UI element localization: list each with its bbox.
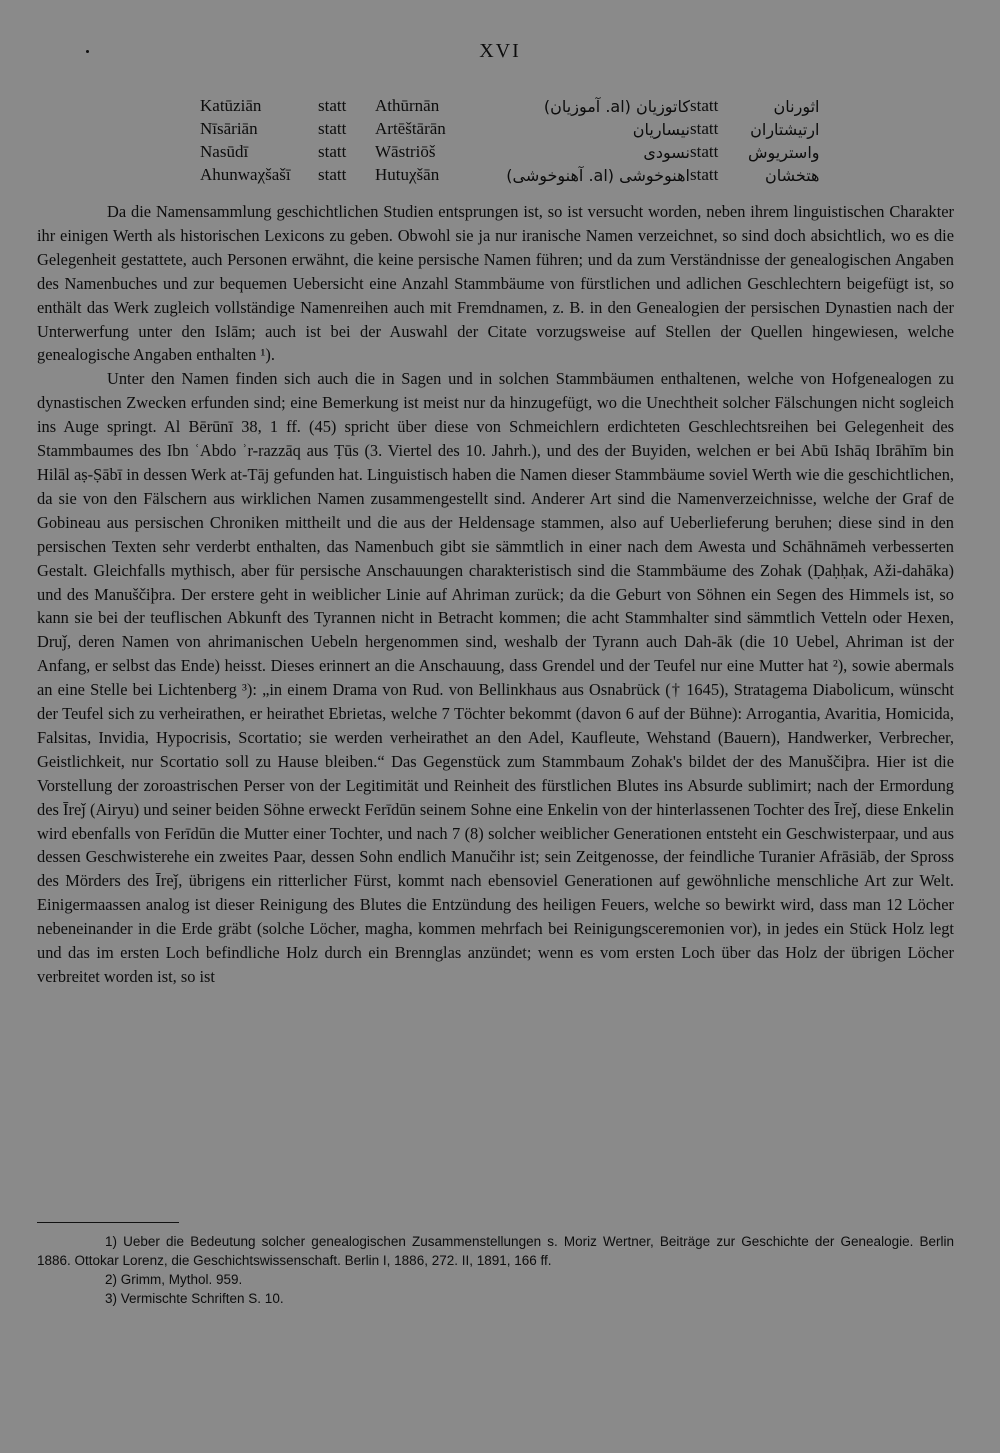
arabic-name-cell: نيساريان bbox=[632, 119, 690, 139]
alt-name-cell: Athūrnān bbox=[375, 96, 440, 115]
footnotes bbox=[37, 1232, 954, 1308]
footnote: 2) Grimm, Mythol. 959. bbox=[105, 1272, 243, 1287]
paragraph: Unter den Namen finden sich auch die in Sagen und in solchen Stammbäumen enthaltenen, welche von Hofgenealogen zu dynastischen Zwecken erfunden sind; eine Bemerkung ist meist nur da hinzugefügt, wo die Unechtheit solcher Fälschungen nicht sogleich ins Auge springt. Al Bērūnī 38, 1 ff. (45) spricht über diese von Schmeichlern erdichteten Geschlechtsreihen bei Gelegenheit des Stammbaumes des Ibn ʿAbdo ʾr-razzāq aus Ṭūs (3. Viertel des 10. Jahrh.), und des der Buyiden, welchen er bei Abū Ishāq Ibrāhīm bin Hilāl aṣ-Ṣābī in dessen Werk at-Tāj gefunden hat. Linguistisch haben die Namen dieser Stammbäume soviel Werth wie die geschichtlichen, da sie von den Fälschern aus wirklichen Namen zusammengestellt sind. Anderer Art sind die Namenverzeichnisse, welche der Graf de Gobineau aus persischen Chroniken mittheilt und die aus der Heldensage stammen, also auf Ueberlieferung beruhen; diese sind in den persischen Texten sehr verderbt enthalten, das Namenbuch gibt sie sämmtlich in einer nach dem Awesta und Schāhnāmeh verbesserten Gestalt. Gleichfalls mythisch, aber für persische Anschauungen charakteristisch sind die Stammbäume des Zohak (Ḍaḥḥak, Aži-dahāka) und des Manuščiþra. Der erstere geht in weiblicher Linie auf Ahriman zurück; da die Geburt von Söhnen ein Segen des Himmels ist, so kann sie bei der teuflischen Abkunft des Tyrannen nicht in Betracht kommen; die acht Stammhalter sind sämmtlich Vetteln oder Hexen, Druǰ, deren Namen von ahrimanischen Uebeln hergenommen sind, weshalb der Tyrann auch Dah-āk (die 10 Uebel, Ahriman ist der Anfang, er selbst das Ende) heisst. Dieses erinnert an die Anschauung, dass Grendel und der Teufel nur eine Mutter hat ²), sowie abermals an eine Stelle bei Lichtenberg ³): „in einem Drama von Rud. von Bellinkhaus aus Osnabrück († 1645), Stratagema Diabolicum, wünscht der Teufel sich zu verheirathen, er heirathet Ebrietas, welche 7 Töchter bekommt (davon 6 auf der Bühne): Arrogantia, Avaritia, Homicida, Falsitas, Invidia, Hypocrisis, Scortatio; sie werden verheirathet an den Adel, Kaufleute, Wehstand (Bauern), Handwerker, Verbrecher, Geistlichkeit, nur Scortatio soll zu Hause bleiben.“ Das Gegenstück zum Stammbaum Zohak's bildet der des Manuščiþra. Hier ist die Vorstellung der zoroastrischen Perser von der Legitimität und Reinheit des fürstlichen Blutes ins Absurde sublimirt; nach der Ermordung des Īreǰ (Airyu) und seiner beiden Söhne erweckt Ferīdūn seinem Sohne eine Enkelin von der hinterlassenen Tochter des Īreǰ, diese Enkelin wird ebenfalls von Ferīdūn die Mutter einer Tochter, und nach 7 (8) solcher weiblicher Generationen entsteht ein Geschwisterpaar, und aus dessen Geschwisterehe ein zweites Paar, dessen Sohn endlich Manučihr ist; sein Zeitgenosse, der feindliche Turanier Afrāsiāb, der Spross des Mörders des Īreǰ, übrigens ein ritterlicher Fürst, kommt nach ebensoviel Generationen auf gewöhnliche menschliche Art zur Welt. Einigermaassen analog ist dieser Reinigung des Blutes die Entzündung des heiligen Feuers, welche so bewirkt wird, dass man 12 Löcher nebeneinander in die Erde gräbt (solche Löcher, magha, kommen mehrfach bei Reinigungsceremonien vor), in jedes ein Stück Holz legt und das im ersten Loch befindliche Holz durch ein Brennglas anzündet; wenn es vom ersten Loch über das Holz der übrigen Löcher verbreitet worden ist, so ist bbox=[37, 369, 954, 986]
statt-cell: statt bbox=[690, 142, 719, 161]
arabic-alt-cell: هتخشان bbox=[764, 165, 820, 185]
table-row bbox=[200, 96, 819, 119]
name-cell: Katūziān bbox=[200, 96, 262, 115]
name-correction-table bbox=[200, 96, 819, 188]
footnote-rule bbox=[37, 1222, 179, 1223]
table-row bbox=[200, 119, 819, 142]
arabic-alt-cell: ارتيشتاران bbox=[750, 119, 820, 139]
statt-cell: statt bbox=[690, 96, 719, 115]
table-row bbox=[200, 165, 819, 188]
paragraph: Da die Namensammlung geschichtlichen Studien entsprungen ist, so ist versucht worden, neben ihrem linguistischen Charakter ihr einigen Werth als historischen Lexicons zu geben. Obwohl sie ja nur iranische Namen verzeichnet, so sind doch absichtlich, wo es die Gelegenheit gestattete, auch Personen erwähnt, die keine persische Namen führen; und da zum Verständnisse der genealogischen Angaben des Namenbuches und zur bequemen Uebersicht eine Anzahl Stammbäume von fürstlichen und adlichen Geschlechtern beigefügt ist, so enthält das Werk zugleich vollständige Namenreihen auch mit Fremdnamen, z. B. in den Genealogien der persischen Dynastien nach der Unterwerfung unter den Islām; auch ist bei der Auswahl der Citate vorzugsweise auf Stellen der Quellen hingewiesen, welche genealogische Angaben enthalten ¹). bbox=[37, 202, 954, 365]
table-row bbox=[200, 142, 819, 165]
body-text bbox=[37, 200, 954, 989]
footnote: 3) Vermischte Schriften S. 10. bbox=[105, 1291, 284, 1306]
arabic-name-cell: كاتوزيان (al. آموزيان) bbox=[543, 96, 690, 116]
alt-name-cell: Artēštārān bbox=[375, 119, 446, 138]
statt-cell: statt bbox=[318, 96, 347, 115]
arabic-alt-cell: اثورنان bbox=[773, 96, 820, 116]
arabic-alt-cell: واستريوش bbox=[748, 142, 820, 162]
name-cell: Ahunwaχšašī bbox=[200, 165, 291, 184]
statt-cell: statt bbox=[318, 165, 347, 184]
name-cell: Nasūdī bbox=[200, 142, 249, 161]
statt-cell: statt bbox=[690, 119, 719, 138]
name-cell: Nīsāriān bbox=[200, 119, 258, 138]
footnote: 1) Ueber die Bedeutung solcher genealogischen Zusammenstellungen s. Moriz Wertner, Beiträge zur Geschichte der Genealogie. Berlin 1886. Ottokar Lorenz, die Geschichtswissenschaft. Berlin I, 1886, 272. II, 1891, 166 ff. bbox=[37, 1234, 954, 1268]
alt-name-cell: Hutuχšān bbox=[375, 165, 440, 184]
arabic-name-cell: نسودى bbox=[643, 142, 690, 162]
page-number: XVI bbox=[479, 40, 521, 62]
statt-cell: statt bbox=[690, 165, 719, 184]
arabic-name-cell: اهنوخوشى (al. آهنوخوشى) bbox=[506, 165, 690, 185]
statt-cell: statt bbox=[318, 119, 347, 138]
statt-cell: statt bbox=[318, 142, 347, 161]
alt-name-cell: Wāstriōš bbox=[375, 142, 436, 161]
